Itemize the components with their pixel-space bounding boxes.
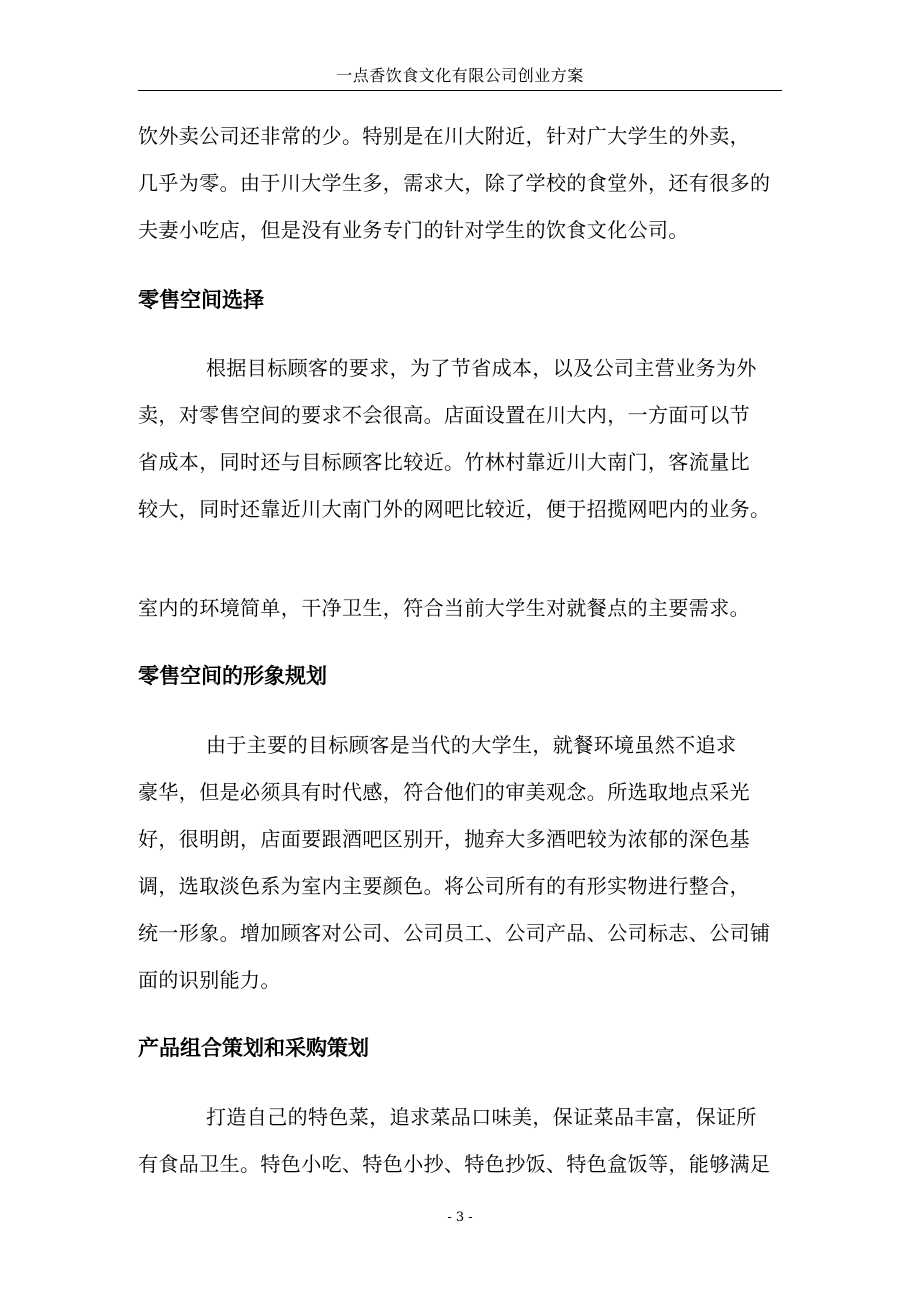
section-heading-image-planning: 零售空间的形象规划 — [138, 664, 327, 688]
paragraph-line: 夫妻小吃店，但是没有业务专门的针对学生的饮食文化公司。 — [138, 218, 689, 242]
paragraph-line: 调，选取淡色系为室内主要颜色。将公司所有的有形实物进行整合， — [138, 874, 750, 898]
section-heading-product-planning: 产品组合策划和采购策划 — [138, 1036, 369, 1060]
paragraph-line: 统一形象。增加顾客对公司、公司员工、公司产品、公司标志、公司铺 — [138, 921, 771, 945]
header-divider — [138, 90, 782, 91]
paragraph-line: 有食品卫生。特色小吃、特色小抄、特色抄饭、特色盒饭等，能够满足 — [138, 1152, 771, 1176]
paragraph-line: 由于主要的目标顾客是当代的大学生，就餐环境虽然不追求 — [206, 733, 737, 757]
paragraph-line: 打造自己的特色菜，追求菜品口味美，保证菜品丰富，保证所 — [206, 1105, 757, 1129]
paragraph-line: 几乎为零。由于川大学生多，需求大，除了学校的食堂外，还有很多的 — [138, 171, 771, 195]
paragraph-line: 较大，同时还靠近川大南门外的网吧比较近，便于招揽网吧内的业务。 — [138, 497, 771, 521]
paragraph-line: 室内的环境简单，干净卫生，符合当前大学生对就餐点的主要需求。 — [138, 596, 750, 620]
paragraph-line: 饮外卖公司还非常的少。特别是在川大附近，针对广大学生的外卖， — [138, 124, 750, 148]
paragraph-line: 好，很明朗，店面要跟酒吧区别开，抛弃大多酒吧较为浓郁的深色基 — [138, 827, 750, 851]
page-number: - 3 - — [447, 1210, 473, 1225]
page-header-title: 一点香饮食文化有限公司创业方案 — [336, 66, 584, 85]
paragraph-line: 豪华，但是必须具有时代感，符合他们的审美观念。所选取地点采光 — [138, 780, 750, 804]
paragraph-line: 面的识别能力。 — [138, 968, 281, 992]
paragraph-line: 卖，对零售空间的要求不会很高。店面设置在川大内，一方面可以节 — [138, 403, 750, 427]
paragraph-line: 根据目标顾客的要求，为了节省成本，以及公司主营业务为外 — [206, 356, 757, 380]
paragraph-line: 省成本，同时还与目标顾客比较近。竹林村靠近川大南门，客流量比 — [138, 450, 750, 474]
section-heading-retail-space: 零售空间选择 — [138, 288, 264, 312]
